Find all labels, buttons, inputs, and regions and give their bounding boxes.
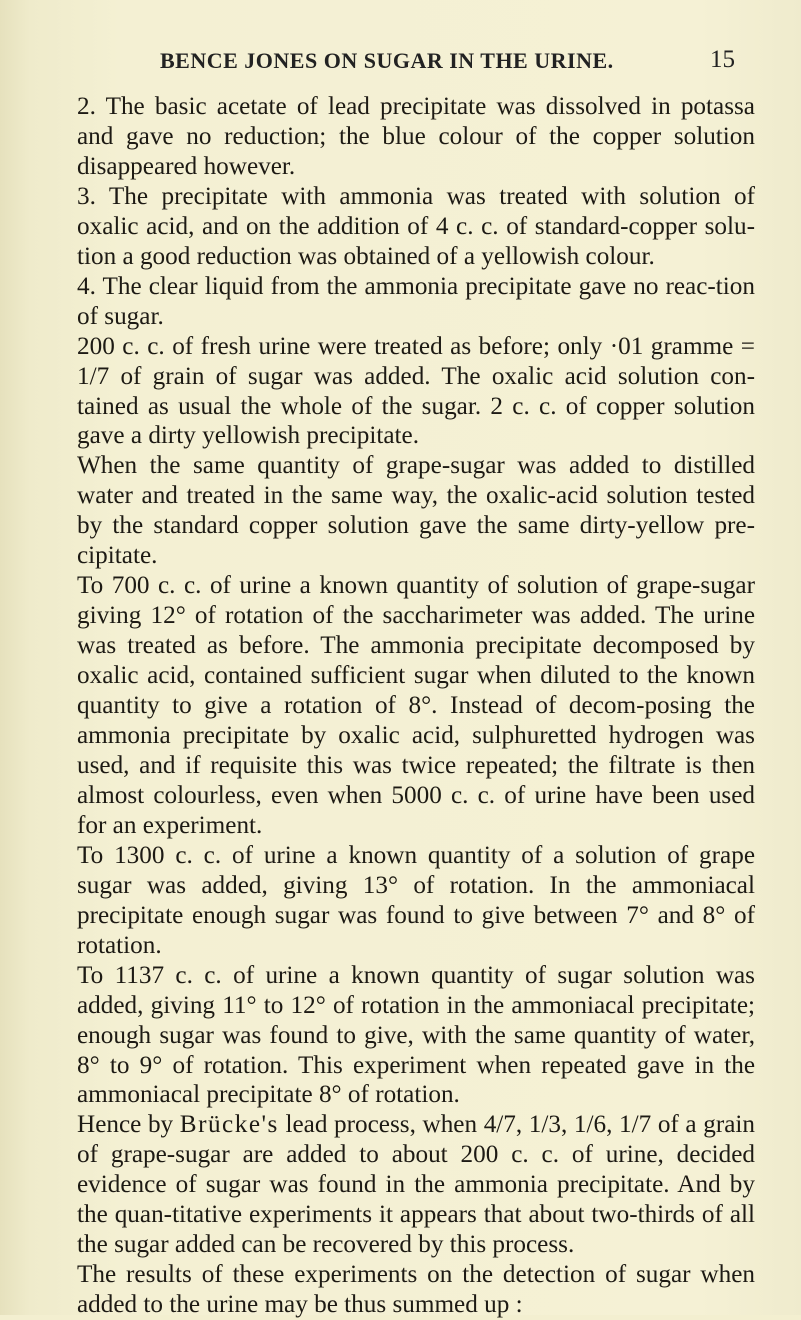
running-header <box>160 48 735 82</box>
paragraph: 200 c. c. of fresh urine were treated as before; only ·01 gramme = 1/7 of grain of sugar was added. The oxalic acid solution con-tained as usual the whole of the sugar. 2 c. c. of copper solution gave a dirty yellowish precipitate. <box>77 332 755 450</box>
paragraph: 3. The precipitate with ammonia was treated with solution of oxalic acid, and on the addition of 4 c. c. of standard-copper solu-tion a good reduction was obtained of a yellowish colour. <box>77 182 755 270</box>
hence-text-rest: lead process, when 4/7, 1/3, 1/6, 1/7 of a grain of grape-sugar are added to about 200 c. c. of urine, decided evidence of sugar was found in the ammonia precipitate. And by the quan-titative experiments it appears that about two-thirds of all the sugar added can be recovered by this process. <box>77 1111 755 1259</box>
paragraph-closing: The results of these experiments on the detection of sugar when added to the urine may be thus summed up : <box>77 1261 755 1319</box>
hence-text-start: Hence by <box>77 1111 180 1139</box>
paragraph: When the same quantity of grape-sugar was added to distilled water and treated in the same way, the oxalic-acid solution tested by the standard copper solution gave the same dirty-yellow pre-cipitate. <box>77 452 755 570</box>
paragraph: 4. The clear liquid from the ammonia precipitate gave no reac-tion of sugar. <box>77 272 755 330</box>
paragraph: 2. The basic acetate of lead precipitate was dissolved in potassa and gave no reduction; the blue colour of the copper solution disappeared however. <box>77 93 755 180</box>
paragraph: To 700 c. c. of urine a known quantity of solution of grape-sugar giving 12° of rotation of the saccharimeter was added. The urine was treated as before. The ammonia precipitate decomposed by oxalic acid, contained sufficient sugar when diluted to the known quantity to give a rotation of 8°. Instead of decom-posing the ammonia precipitate by oxalic acid, sulphuretted hydrogen was used, and if requisite this was twice repeated; the filtrate is then almost colourless, even when 5000 c. c. of urine have been used for an experiment. <box>77 572 755 839</box>
author-name: Brücke's <box>179 1111 279 1139</box>
page-number: 15 <box>710 46 735 73</box>
paragraph-hence <box>55 1110 755 1260</box>
body-text <box>55 92 755 1320</box>
paragraph: To 1300 c. c. of urine a known quantity of a solution of grape sugar was added, giving 13° of rotation. In the ammoniacal precipitate enough sugar was found to give between 7° and 8° of rotation. <box>77 841 755 959</box>
paragraph: To 1137 c. c. of urine a known quantity of sugar solution was added, giving 11° to 12° of rotation in the ammoniacal precipitate; enough sugar was found to give, with the same quantity of water, 8° to 9° of rotation. This experiment when repeated gave in the ammoniacal precipitate 8° of rotation. <box>77 961 755 1109</box>
running-title: BENCE JONES ON SUGAR IN THE URINE. <box>160 48 614 73</box>
